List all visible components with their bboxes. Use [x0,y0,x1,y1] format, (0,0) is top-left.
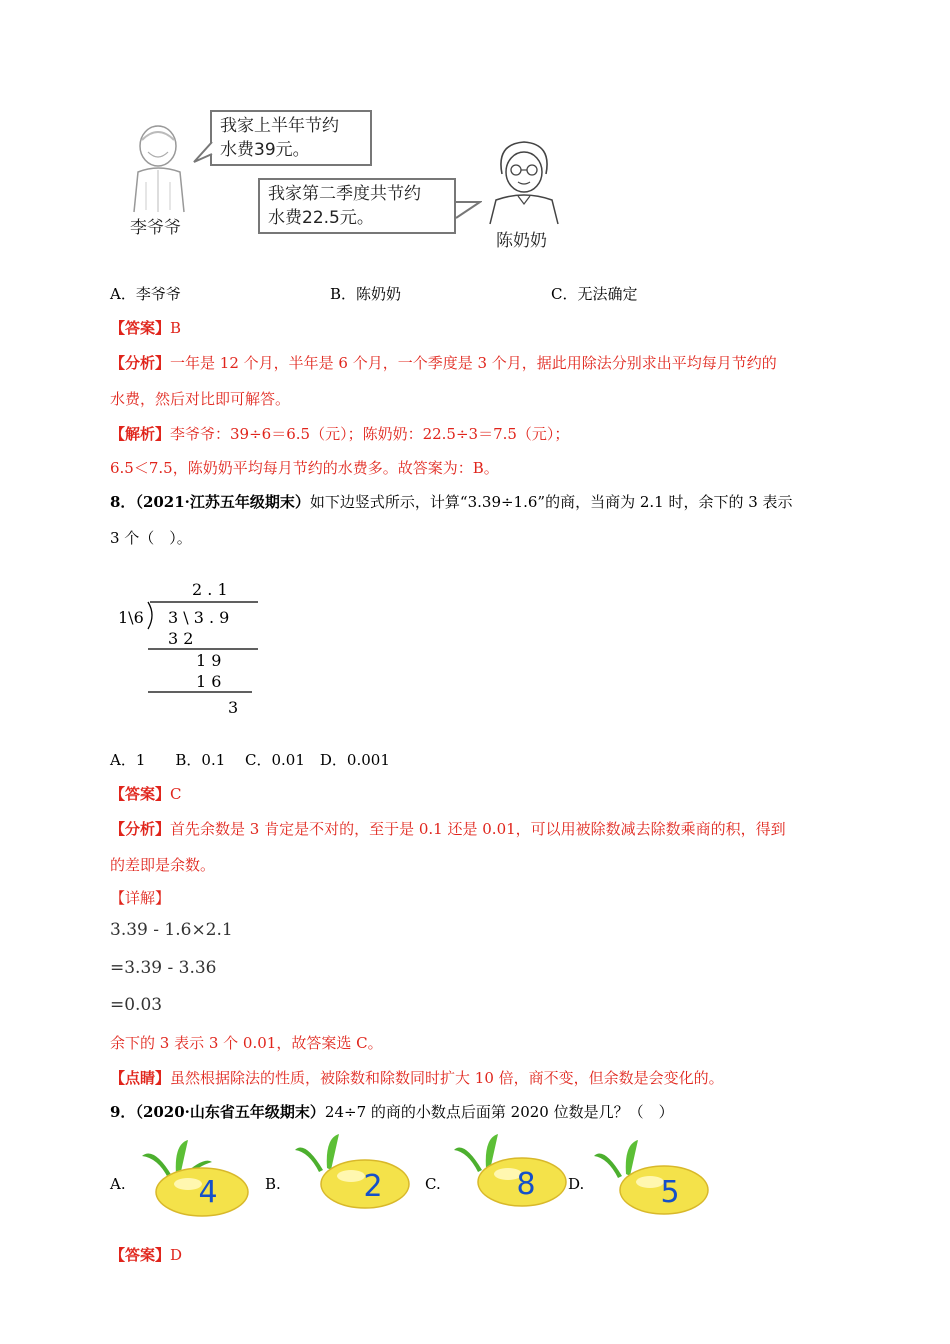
comment-tag: 【点睛】 [110,1069,171,1087]
lemon-number: 4 [198,1175,218,1210]
long-division [110,575,270,725]
bubble-line: 我家第二季度共节约 [268,184,421,204]
answer-tag: 【答案】 [110,319,171,337]
q7-answer [110,318,181,338]
question-text: 如下边竖式所示，计算“3.39÷1.6”的商，当商为 2.1 时，余下的 3 表示 [309,493,793,511]
analysis-tag: 【分析】 [110,820,171,838]
option-a-label: A. [110,1175,126,1193]
q8-stem [110,492,793,512]
option-b-label: B. [265,1175,281,1193]
option-a: A．李爷爷 [110,285,181,303]
q8-comment [110,1068,724,1088]
q8-answer [110,784,182,804]
option-b: B．陈奶奶 [330,285,402,303]
lemon-option-c [452,1132,572,1214]
bubble-line: 我家上半年节约 [220,116,339,136]
lemon-option-a [132,1138,252,1220]
lemon-number: 5 [660,1175,680,1210]
solution-tag: 【解析】 [110,425,171,443]
q8-detail-tag: 【详解】 [110,889,171,907]
q7-solution-cont: 6.5＜7.5，陈奶奶平均每月节约的水费多。故答案为：B。 [110,459,499,477]
name-grandpa-li: 李爷爷 [130,218,181,238]
answer-value: C [170,785,182,803]
calc-line-1: 3.39 - 1.6×2.1 [110,920,233,940]
option-d-label: D. [568,1175,585,1193]
analysis-text: 一年是 12 个月，半年是 6 个月，一个季度是 3 个月，据此用除法分别求出平均每月节约的 [170,354,777,372]
bubble-tail-icon [192,140,214,166]
option-c: C．无法确定 [551,285,638,303]
calc-line-3: =0.03 [110,995,163,1015]
q7-analysis-cont: 水费，然后对比即可解答。 [110,390,291,408]
division-divisor: 1\6 [118,608,144,627]
question-number: 9． [110,1103,136,1121]
name-grandma-chen: 陈奶奶 [496,231,547,251]
q8-options: A．1 B．0.1 C．0.01 D．0.001 [110,751,390,769]
speech-bubble-grandma [258,178,456,234]
grandpa-figure [124,122,194,217]
analysis-text: 首先余数是 3 肯定是不对的，至于是 0.1 还是 0.01，可以用被除数减去除数乘商的积，得到 [170,820,786,838]
division-quotient: 2 . 1 [192,580,228,599]
answer-value: D [170,1246,183,1264]
solution-text: 李爷爷：39÷6＝6.5（元）；陈奶奶：22.5÷3＝7.5（元）； [170,425,570,443]
calc-line-2: =3.39 - 3.36 [110,958,217,978]
speech-bubble-grandpa [210,110,372,166]
option-c-label: C. [425,1175,441,1193]
q8-stem-cont: 3 个（ ）。 [110,529,192,547]
answer-tag: 【答案】 [110,785,171,803]
q8-analysis-cont: 的差即是余数。 [110,856,216,874]
lemon-number: 2 [363,1169,383,1204]
division-step1: 3 2 [168,629,194,648]
q8-conclusion: 余下的 3 表示 3 个 0.01，故答案选 C。 [110,1034,383,1052]
answer-value: B [170,319,182,337]
division-dividend: 3 \ 3 . 9 [168,608,230,627]
bubble-line: 水费39元。 [220,140,310,160]
q7-solution [110,424,569,444]
bubble-tail-icon [454,198,482,224]
bubble-line: 水费22.5元。 [268,208,374,228]
q9-stem [110,1102,674,1122]
question-number: 8． [110,493,136,511]
lemon-number: 8 [516,1167,536,1202]
q9-answer [110,1245,182,1265]
grandma-figure [482,138,566,228]
analysis-tag: 【分析】 [110,354,171,372]
lemon-option-d [592,1138,712,1220]
division-step3: 1 6 [196,672,222,691]
question-source: （2020·山东省五年级期末） [135,1103,325,1121]
question-source: （2021·江苏五年级期末） [135,493,310,511]
answer-tag: 【答案】 [110,1246,171,1264]
comic-illustration [110,100,570,260]
division-step2: 1 9 [196,651,222,670]
division-remainder: 3 [228,698,239,717]
lemon-option-b [293,1132,413,1214]
question-text: 24÷7 的商的小数点后面第 2020 位数是几？（ ） [324,1103,674,1121]
comment-text: 虽然根据除法的性质，被除数和除数同时扩大 10 倍，商不变，但余数是会变化的。 [170,1069,724,1087]
q7-analysis [110,353,777,373]
q8-analysis [110,819,786,839]
